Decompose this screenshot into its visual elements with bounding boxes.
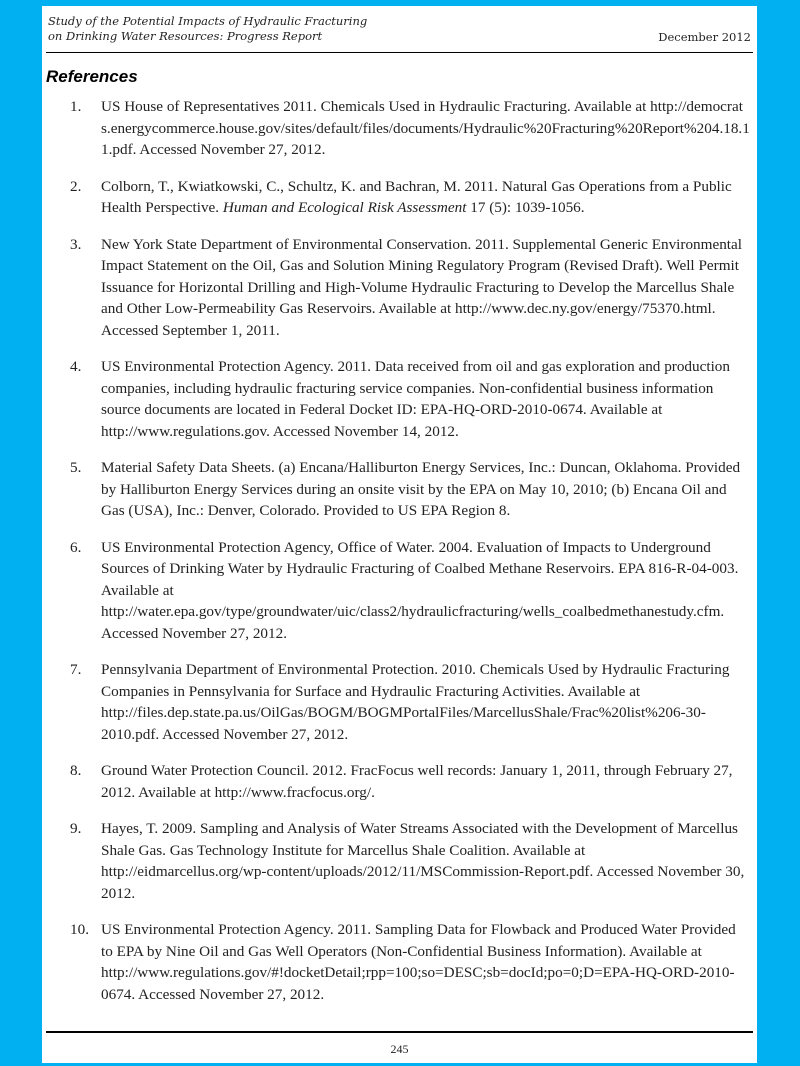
reference-item (42, 537, 757, 645)
reference-item (42, 356, 757, 442)
reference-number: 10. (70, 921, 89, 938)
reference-number: 2. (70, 177, 82, 195)
reference-item (42, 818, 757, 904)
reference-text: US Environmental Protection Agency. 2011. Data received from oil and gas exploration and production companies, including hydraulic fracturing service companies. Non-confidential business information source documents are located in Federal Docket ID: EPA-HQ-ORD-2010-0674. Available at http://www.regulations.gov. Accessed November 14, 2012. (101, 358, 730, 440)
reference-number: 8. (70, 762, 82, 779)
running-header (46, 12, 753, 53)
footer-divider (46, 1031, 753, 1033)
reference-text-end: 17 (5): 1039-1056. (466, 199, 585, 216)
reference-number: 1. (70, 98, 82, 115)
reference-item (42, 234, 757, 342)
section-title: References (46, 67, 138, 86)
reference-item (42, 659, 757, 745)
reference-text: Material Safety Data Sheets. (a) Encana/Halliburton Energy Services, Inc.: Duncan, Oklahoma. Provided by Halliburton Energy Services during an onsite visit by the EPA on May 10, 2010; (b) Encana Oil and Gas (USA), Inc.: Denver, Colorado. Provided to US EPA Region 8. (101, 459, 741, 519)
reference-item (42, 919, 757, 1005)
reference-text: US Environmental Protection Agency, Office of Water. 2004. Evaluation of Impacts to Underground Sources of Drinking Water by Hydraulic Fracturing of Coalbed Methane Reservoirs. EPA 816-R-04-003. Available at http://water.epa.gov/type/groundwater/uic/class2/hydraulicfracturing/wells_coalbedmethanestudy.cfm. Accessed November 27, 2012. (101, 538, 739, 642)
reference-item (42, 760, 757, 803)
reference-number: 7. (70, 661, 82, 678)
reference-item (42, 457, 757, 522)
reference-text: Hayes, T. 2009. Sampling and Analysis of Water Streams Associated with the Development of Marcellus Shale Gas. Gas Technology Institute for Marcellus Shale Coalition. Available at http://eidmarcellus.org/wp-content/uploads/2012/11/MSCommission-Report.pdf. Accessed November 30, 2012. (101, 820, 745, 902)
reference-item (42, 176, 757, 219)
reference-list (42, 96, 757, 1005)
reference-number: 4. (70, 358, 82, 375)
reference-text: New York State Department of Environmental Conservation. 2011. Supplemental Generic Environmental Impact Statement on the Oil, Gas and Solution Mining Regulatory Program (Revised Draft). Well Permit Issuance for Horizontal Drilling and High-Volume Hydraulic Fracturing to Develop the Marcellus Shale and Other Low-Permeability Gas Reservoirs. Available at http://www.dec.ny.gov/energy/75370.html. Accessed September 1, 2011. (101, 235, 742, 339)
reference-number: 6. (70, 538, 82, 556)
reference-text: Ground Water Protection Council. 2012. FracFocus well records: January 1, 2011, through February 27, 2012. Available at http://www.fracfocus.org/. (101, 762, 733, 801)
document-page (42, 6, 757, 1063)
reference-number: 3. (70, 235, 82, 253)
header-title-line2: on Drinking Water Resources: Progress Report (48, 29, 323, 43)
reference-number: 5. (70, 459, 82, 476)
header-title (48, 14, 367, 44)
reference-journal: Human and Ecological Risk Assessment (222, 199, 467, 216)
reference-text: US House of Representatives 2011. Chemicals Used in Hydraulic Fracturing. Available at http://democrats.energycommerce.house.gov/sites/default/files/documents/Hydraulic%20Fracturing%20Report%204.18.11.pdf. Accessed November 27, 2012. (101, 98, 750, 158)
reference-text: US Environmental Protection Agency. 2011. Sampling Data for Flowback and Produced Water Provided to EPA by Nine Oil and Gas Well Operators (Non-Confidential Business Information). Available at http://www.regulations.gov/#!docketDetail;rpp=100;so=DESC;sb=docId;po=0;D=EPA-HQ-ORD-2010-0674. Accessed November 27, 2012. (101, 921, 736, 1003)
reference-item (42, 96, 757, 161)
reference-number: 9. (70, 820, 82, 837)
reference-text: Pennsylvania Department of Environmental Protection. 2010. Chemicals Used by Hydraulic Fracturing Companies in Pennsylvania for Surface and Hydraulic Fracturing Activities. Available at http://files.dep.state.pa.us/OilGas/BOGM/BOGMPortalFiles/MarcellusShale/Frac%20list%206-30-2010.pdf. Accessed November 27, 2012. (101, 661, 730, 743)
reference-text: Colborn, T., Kwiatkowski, C., Schultz, K. and Bachran, M. 2011. Natural Gas Operations from a Public Health Perspective. (101, 177, 732, 216)
page-number: 245 (390, 1042, 409, 1056)
header-title-line1: Study of the Potential Impacts of Hydraulic Fracturing (48, 14, 368, 28)
header-date: December 2012 (658, 30, 751, 44)
